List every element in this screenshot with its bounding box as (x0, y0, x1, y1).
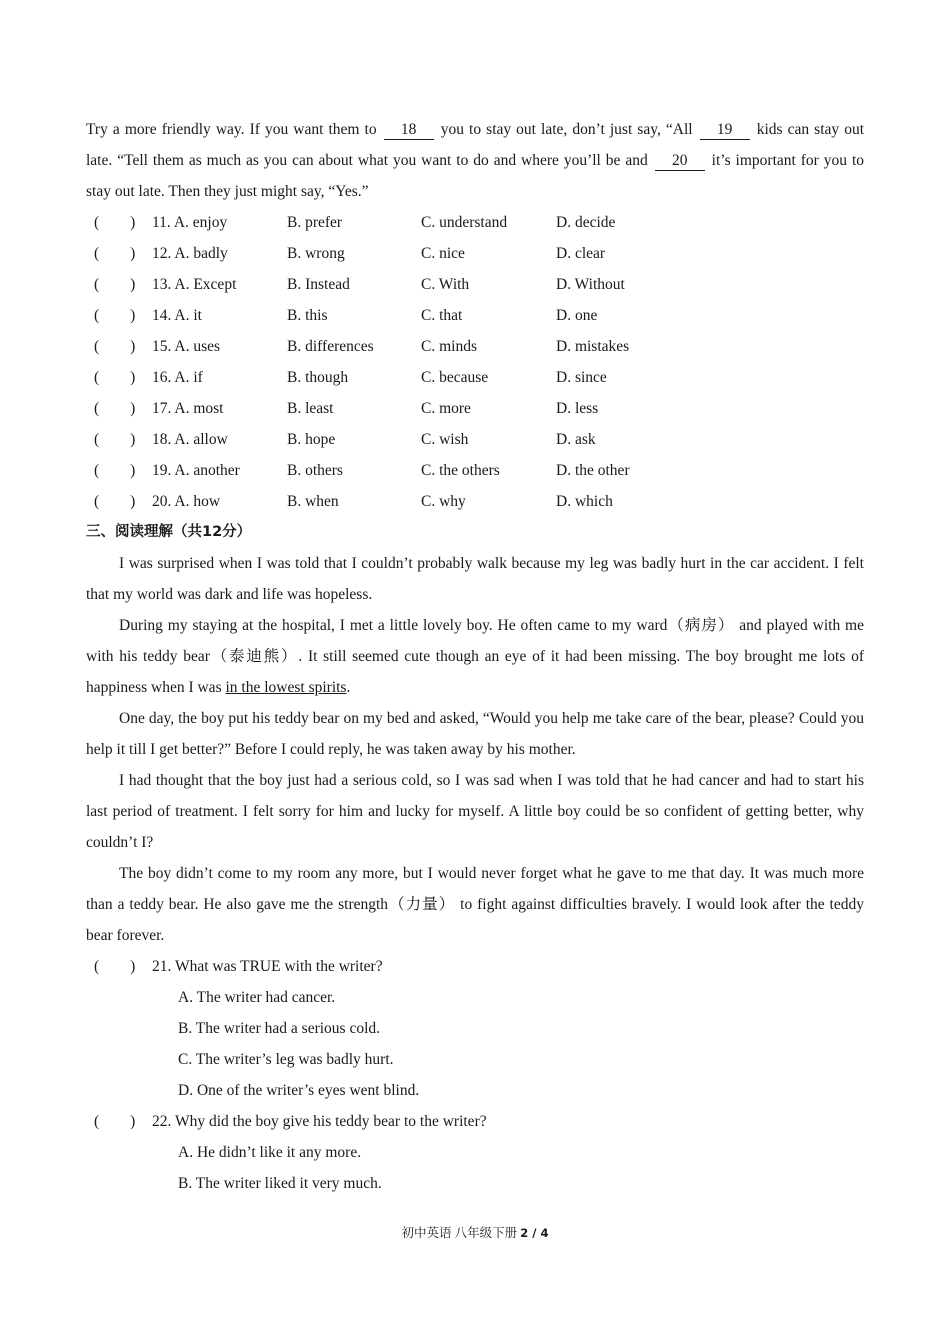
option-d: D. Without (556, 276, 625, 293)
option-a: 11. A. enjoy (152, 214, 228, 231)
question-row (86, 424, 864, 455)
question-row (86, 331, 864, 362)
answer-paren[interactable]: ( ) (94, 462, 136, 479)
question-row (86, 486, 864, 517)
reading-question-22 (86, 1106, 864, 1137)
option-b: B. this (287, 307, 328, 324)
answer-paren[interactable]: ( ) (94, 276, 136, 293)
question-row (86, 393, 864, 424)
option-a: 18. A. allow (152, 431, 228, 448)
option-c: C. that (421, 307, 463, 324)
answer-paren[interactable]: ( ) (94, 245, 136, 262)
blank-18: 18 (384, 121, 434, 140)
blank-20: 20 (655, 152, 705, 171)
option-d: D. which (556, 493, 613, 510)
section-title-reading: 三、阅读理解（共12分） (86, 524, 252, 540)
cloze-text: it’s important for you to stay out late. Then they just might say, “Yes.” (86, 152, 865, 200)
option-c: C. minds (421, 338, 477, 355)
question-row (86, 238, 864, 269)
question-row (86, 362, 864, 393)
exam-page (86, 114, 864, 1199)
option-a: 13. A. Except (152, 276, 237, 293)
option-c: C. The writer’s leg was badly hurt. (178, 1051, 394, 1068)
page-footer (0, 1222, 950, 1244)
blank-19: 19 (700, 121, 750, 140)
cloze-text: Try a more friendly way. If you want them to (86, 121, 377, 138)
option-d: D. the other (556, 462, 630, 479)
option-c: C. because (421, 369, 489, 386)
cloze-passage-end (86, 114, 864, 207)
passage-paragraph (86, 610, 864, 703)
passage-paragraph: The boy didn’t come to my room any more, but I would never forget what he gave to me that day. It was much more than a teddy bear. He also gave me the strength（力量） to fight against difficulties bravely. I would look after the teddy bear forever. (86, 865, 864, 944)
question-row (86, 455, 864, 486)
question-text: 22. Why did the boy give his teddy bear to the writer? (152, 1113, 487, 1130)
option-a: 20. A. how (152, 493, 221, 510)
option-a: 14. A. it (152, 307, 202, 324)
option-c: C. wish (421, 431, 469, 448)
page-number: 2 / 4 (520, 1226, 549, 1240)
option-b: B. wrong (287, 245, 345, 262)
option-b: B. hope (287, 431, 336, 448)
option-a: 12. A. badly (152, 245, 228, 262)
option-b: B. though (287, 369, 349, 386)
answer-paren[interactable]: ( ) (94, 338, 136, 355)
option-b: B. when (287, 493, 339, 510)
option-d: D. mistakes (556, 338, 630, 355)
option-d: D. one (556, 307, 598, 324)
answer-paren[interactable]: ( ) (94, 493, 136, 510)
option-b: B. differences (287, 338, 374, 355)
option-a: 16. A. if (152, 369, 203, 386)
option-d: D. less (556, 400, 599, 417)
option-a: 15. A. uses (152, 338, 221, 355)
cloze-question-list (86, 207, 864, 517)
option-c: C. why (421, 493, 466, 510)
question-row (86, 300, 864, 331)
option-b: B. others (287, 462, 343, 479)
option-a: 17. A. most (152, 400, 224, 417)
passage-paragraph: I was surprised when I was told that I couldn’t probably walk because my leg was badly hurt in the car accident. I felt that my world was dark and life was hopeless. (86, 555, 864, 603)
reading-question-21 (86, 951, 864, 982)
passage-text: During my staying at the hospital, I met a little lovely boy. He often came to my ward（病房） and played with me with his teddy bear（泰迪熊）. It still seemed cute though an eye of it had been missing. The boy brought me lots of happiness when I was (86, 617, 864, 696)
question-row (86, 269, 864, 300)
answer-paren[interactable]: ( ) (94, 214, 136, 231)
option-b: B. The writer liked it very much. (178, 1175, 382, 1192)
passage-text: . (346, 679, 351, 696)
option-d: D. decide (556, 214, 616, 231)
answer-paren[interactable]: ( ) (94, 431, 136, 448)
option-d: D. One of the writer’s eyes went blind. (178, 1082, 420, 1099)
option-b: B. least (287, 400, 334, 417)
option-c: C. more (421, 400, 471, 417)
answer-paren[interactable]: ( ) (94, 1113, 136, 1130)
cloze-text: kids can stay out late. “Tell them as much as you can about what you want to do and where you’ll be and (86, 121, 865, 169)
option-c: C. nice (421, 245, 465, 262)
option-b: B. Instead (287, 276, 350, 293)
answer-paren[interactable]: ( ) (94, 400, 136, 417)
option-b: B. prefer (287, 214, 343, 231)
option-a: 19. A. another (152, 462, 240, 479)
option-d: D. clear (556, 245, 606, 262)
answer-paren[interactable]: ( ) (94, 307, 136, 324)
option-a: A. He didn’t like it any more. (178, 1144, 362, 1161)
cloze-text: you to stay out late, don’t just say, “All (440, 121, 693, 138)
option-c: C. understand (421, 214, 508, 231)
underlined-phrase: in the lowest spirits (225, 679, 347, 696)
option-b: B. The writer had a serious cold. (178, 1020, 381, 1037)
option-c: C. the others (421, 462, 500, 479)
question-text: 21. What was TRUE with the writer? (152, 958, 383, 975)
option-d: D. ask (556, 431, 596, 448)
passage-paragraph: One day, the boy put his teddy bear on my bed and asked, “Would you help me take care of the bear, please? Could you help it till I get better?” Before I could reply, he was taken away by his mother. (86, 710, 864, 758)
answer-paren[interactable]: ( ) (94, 369, 136, 386)
option-d: D. since (556, 369, 607, 386)
question-row (86, 207, 864, 238)
passage-paragraph: I had thought that the boy just had a serious cold, so I was sad when I was told that he had cancer and had to start his last period of treatment. I felt sorry for him and lucky for myself. A little boy could be so confident of getting better, why couldn’t I? (86, 772, 864, 851)
option-a: A. The writer had cancer. (178, 989, 336, 1006)
answer-paren[interactable]: ( ) (94, 958, 136, 975)
footer-label: 初中英语 八年级下册 (401, 1226, 518, 1240)
option-c: C. With (421, 276, 470, 293)
